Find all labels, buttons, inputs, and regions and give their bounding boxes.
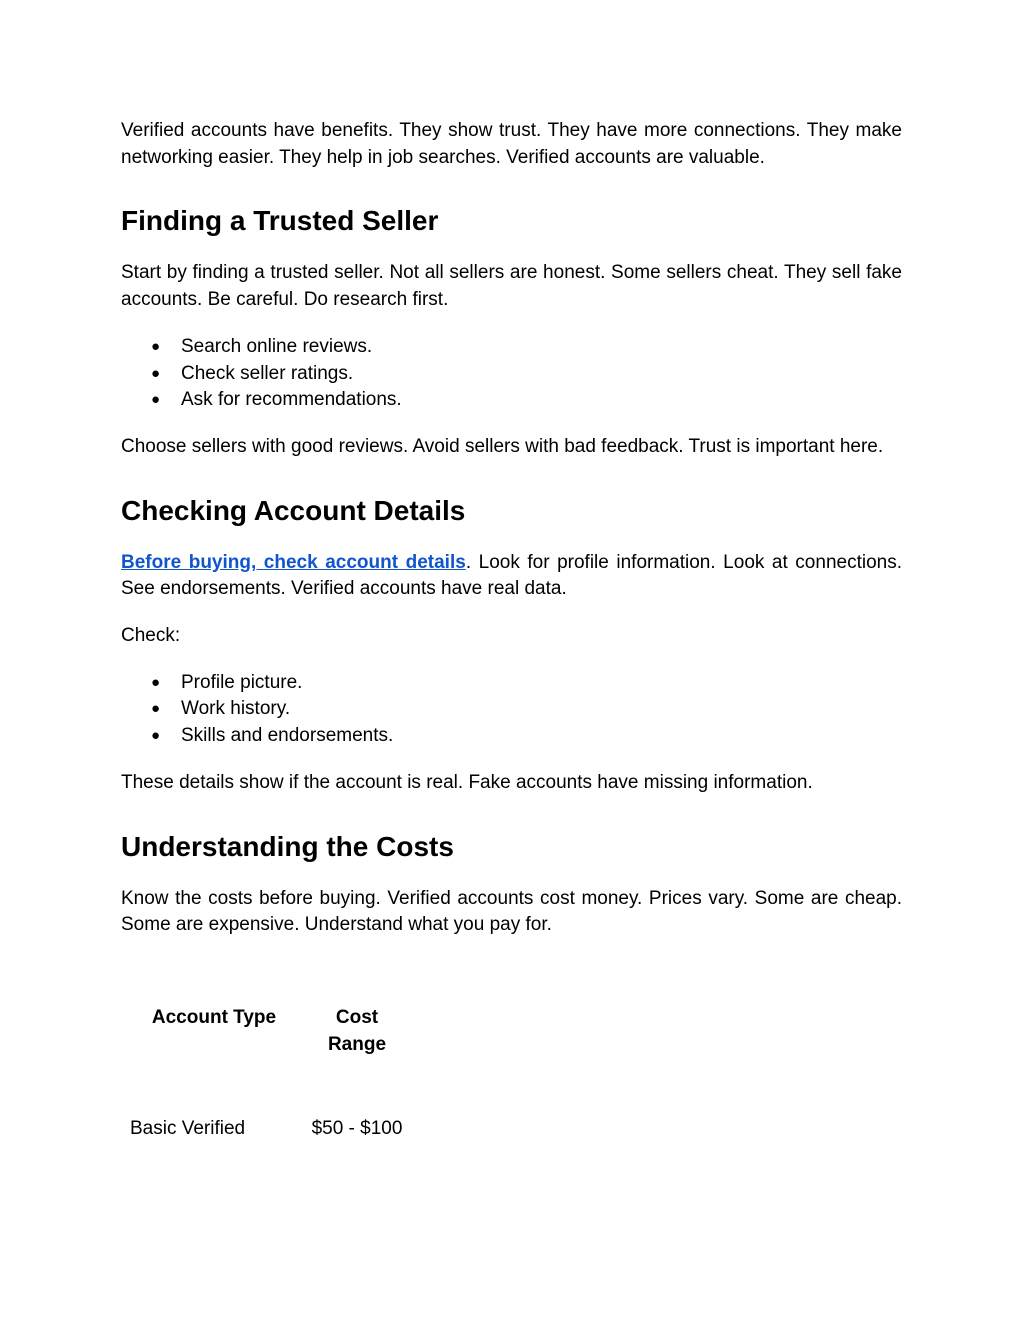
bullet-icon: ● [151,337,161,355]
cell-account-type: Basic Verified [130,1118,246,1140]
cost-table [121,1005,407,1143]
list-item: ● Check seller ratings. [121,361,902,388]
seller-tips-list [121,334,902,414]
check-details-link[interactable]: Before buying, check account details [121,551,466,573]
column-header-account-type: Account Type [151,1007,277,1028]
bullet-icon: ● [151,391,161,409]
bullet-icon: ● [151,673,161,691]
heading-finding-trusted-seller: Finding a Trusted Seller [121,205,439,237]
intro-paragraph: Verified accounts have benefits. They show trust. They have more connections. They make networking easier. They help in job searches. Verified accounts are valuable. [121,120,902,168]
document-page [121,118,902,939]
heading-understanding-costs: Understanding the Costs [121,830,454,862]
column-header-cost-range: Cost Range [327,1007,387,1055]
seller-paragraph: Start by finding a trusted seller. Not all sellers are honest. Some sellers cheat. They sell fake accounts. Be careful. Do research first. [121,262,902,311]
check-label: Check: [121,625,181,647]
heading-checking-account-details: Checking Account Details [121,494,466,526]
seller-choice-paragraph: Choose sellers with good reviews. Avoid sellers with bad feedback. Trust is important here. [121,435,884,457]
table-header-row [121,1005,407,1058]
costs-paragraph: Know the costs before buying. Verified accounts cost money. Prices vary. Some are cheap. Some are expensive. Understand what you pay for. [121,887,902,936]
bullet-icon: ● [151,727,161,745]
bullet-icon: ● [151,364,161,382]
bullet-icon: ● [151,700,161,718]
table-row [121,1116,407,1143]
list-item: ● Skills and endorsements. [121,723,902,750]
cell-cost-range: $50 - $100 [311,1118,403,1140]
details-summary-paragraph: These details show if the account is real. Fake accounts have missing information. [121,771,813,793]
table-spacer-row [121,1058,407,1116]
check-list [121,670,902,750]
details-paragraph: Before buying, check account details. Look for profile information. Look at connections. See endorsements. Verified accounts have real data. [121,551,902,600]
list-item: ● Work history. [121,696,902,723]
list-item: ● Profile picture. [121,670,902,697]
list-item: ● Search online reviews. [121,334,902,361]
list-item: ● Ask for recommendations. [121,387,902,414]
